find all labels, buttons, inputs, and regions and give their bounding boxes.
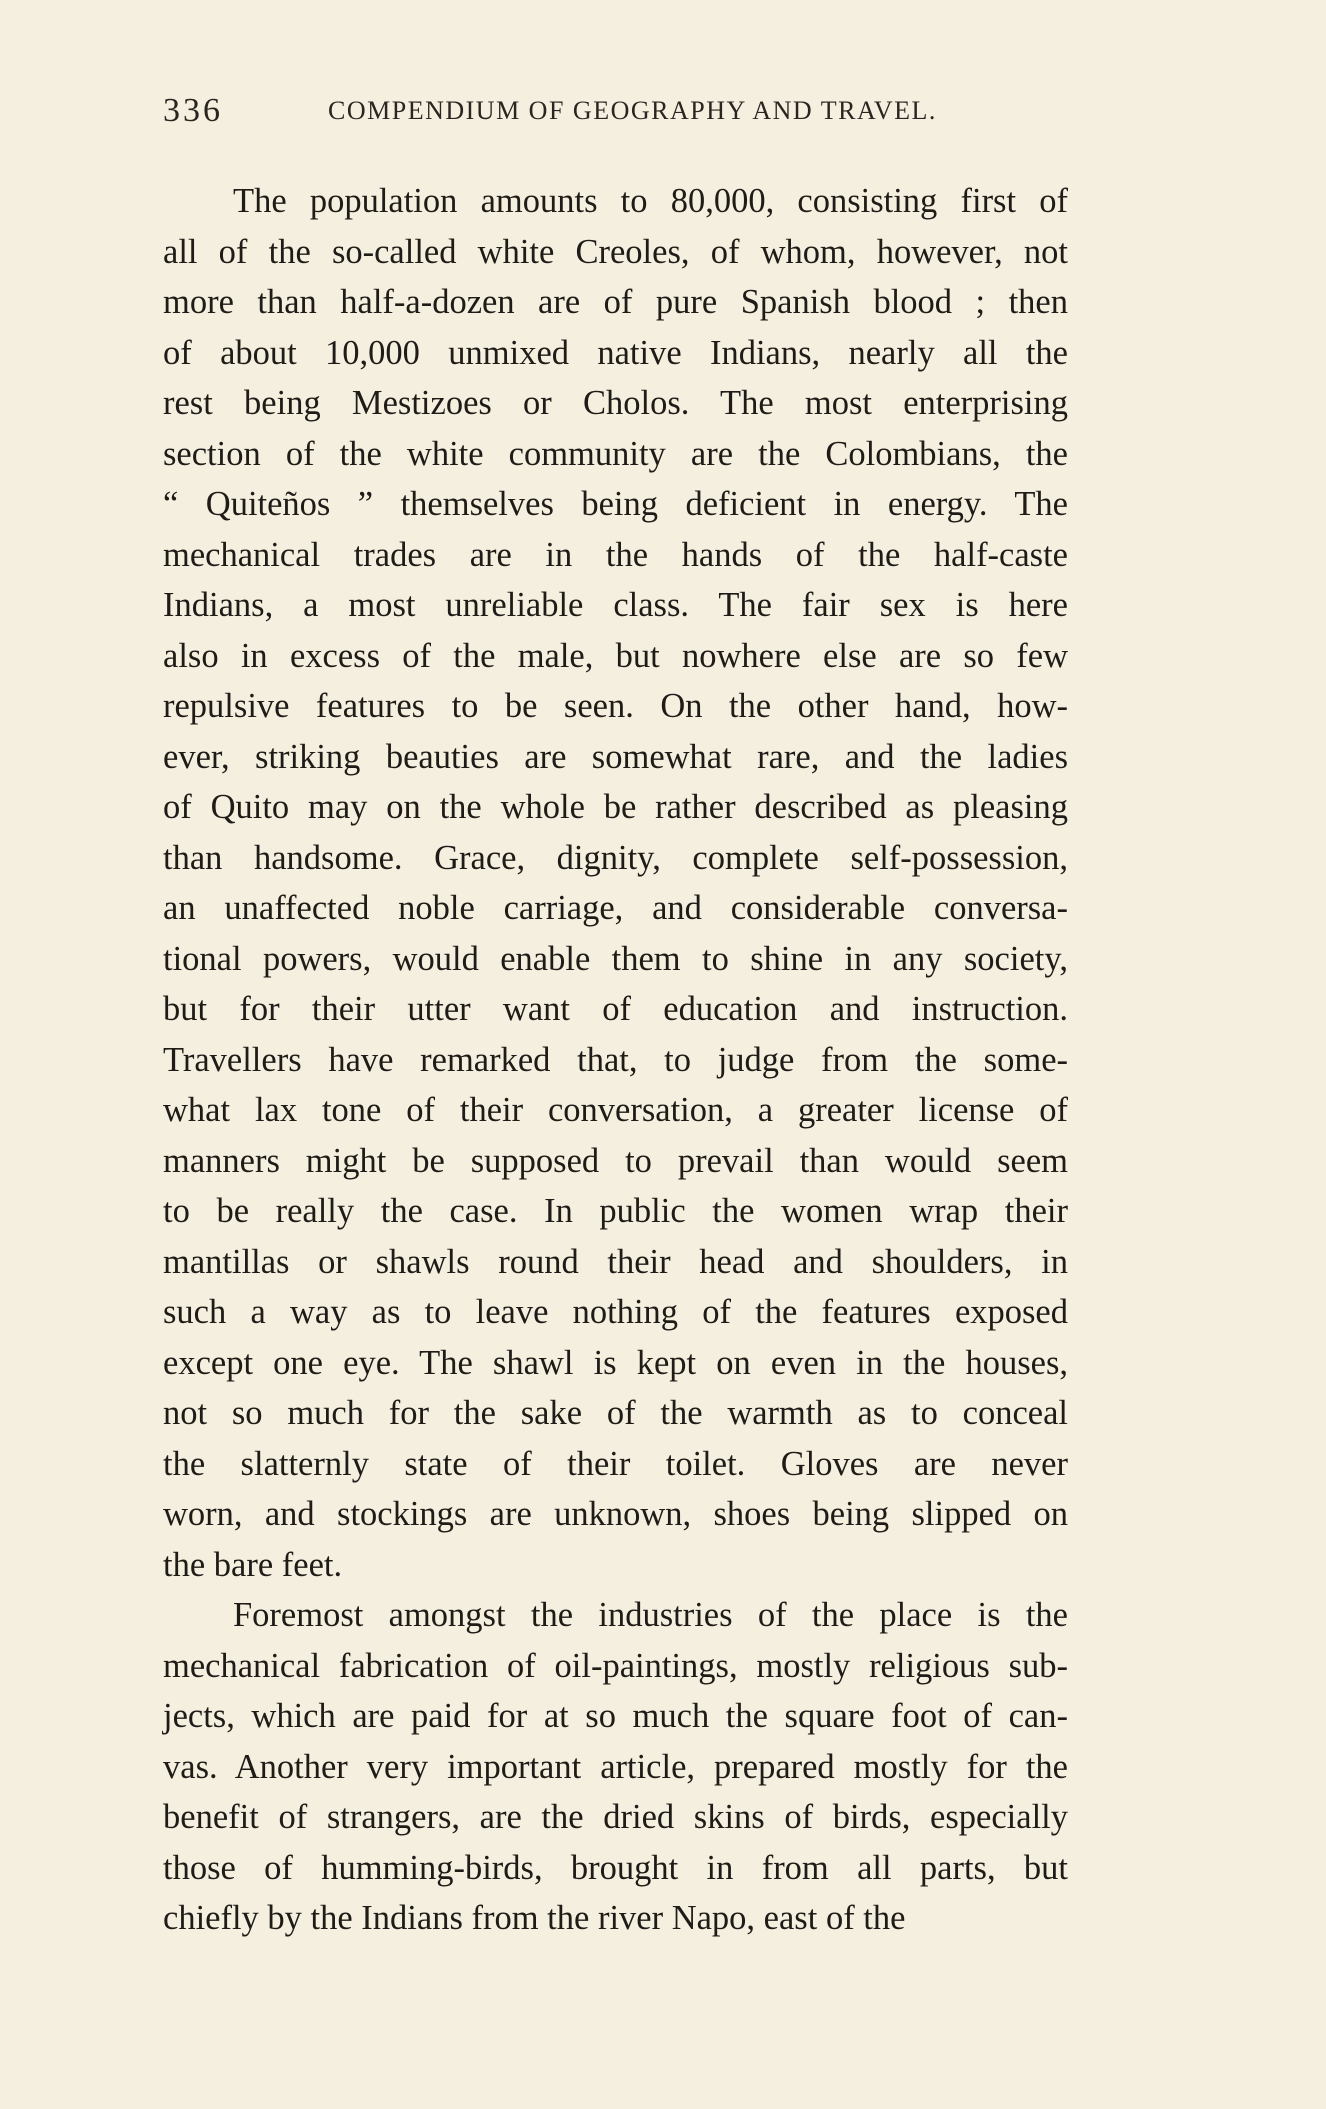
text-line: also in excess of the male, but nowhere else are so few [163, 636, 1068, 675]
body-text [163, 176, 1068, 1944]
text-line: rest being Mestizoes or Cholos. The most enterprising [163, 384, 1068, 422]
text-line: of Quito may on the whole be rather described as pleasing [163, 788, 1068, 826]
page-number: 336 [163, 92, 223, 129]
text-line: Foremost amongst the industries of the place is the [233, 1596, 1068, 1634]
text-line: an unaffected noble carriage, and considerable conversa- [163, 889, 1068, 927]
text-line: ever, striking beauties are somewhat rare, and the ladies [163, 737, 1068, 776]
text-line: not so much for the sake of the warmth as to conceal [163, 1394, 1068, 1432]
paragraph [163, 176, 1068, 1590]
text-line: “ Quiteños ” themselves being deficient in energy. The [163, 485, 1068, 523]
text-line: than handsome. Grace, dignity, complete self-possession, [163, 838, 1068, 877]
text-line: mantillas or shawls round their head and shoulders, in [163, 1242, 1068, 1281]
text-line: vas. Another very important article, prepared mostly for the [163, 1747, 1068, 1786]
text-line: Travellers have remarked that, to judge from the some- [163, 1040, 1068, 1079]
text-line: benefit of strangers, are the dried skins of birds, especially [163, 1798, 1068, 1836]
text-line: mechanical trades are in the hands of the half-caste [163, 535, 1068, 574]
text-line: the bare feet. [163, 1545, 343, 1584]
text-line: what lax tone of their conversation, a greater license of [163, 1091, 1068, 1129]
text-line: chiefly by the Indians from the river Napo, east of the [163, 1899, 906, 1937]
running-title: COMPENDIUM OF GEOGRAPHY AND TRAVEL. [328, 96, 937, 125]
page-header [163, 92, 1066, 132]
text-line: tional powers, would enable them to shine in any society, [163, 939, 1068, 978]
text-line: more than half-a-dozen are of pure Spanish blood ; then [163, 283, 1068, 321]
text-line: mechanical fabrication of oil-paintings, mostly religious sub- [163, 1646, 1068, 1685]
text-line: Indians, a most unreliable class. The fair sex is here [163, 586, 1068, 624]
text-line: section of the white community are the Colombians, the [163, 434, 1068, 473]
text-line: those of humming-birds, brought in from all parts, but [163, 1848, 1068, 1887]
text-line: except one eye. The shawl is kept on even in the houses, [163, 1343, 1068, 1382]
text-line: the slatternly state of their toilet. Gloves are never [163, 1444, 1068, 1483]
text-line: but for their utter want of education and instruction. [163, 990, 1068, 1028]
text-line: manners might be supposed to prevail than would seem [163, 1141, 1068, 1180]
text-line: repulsive features to be seen. On the other hand, how- [163, 687, 1068, 725]
text-line: of about 10,000 unmixed native Indians, nearly all the [163, 333, 1068, 372]
text-line: jects, which are paid for at so much the square foot of can- [163, 1697, 1068, 1735]
text-line: all of the so-called white Creoles, of whom, however, not [163, 232, 1068, 271]
text-line: to be really the case. In public the women wrap their [163, 1192, 1068, 1230]
paragraph [163, 1590, 1068, 1944]
text-line: The population amounts to 80,000, consisting first of [233, 182, 1068, 220]
text-line: worn, and stockings are unknown, shoes being slipped on [163, 1495, 1068, 1533]
text-line: such a way as to leave nothing of the features exposed [163, 1293, 1068, 1331]
